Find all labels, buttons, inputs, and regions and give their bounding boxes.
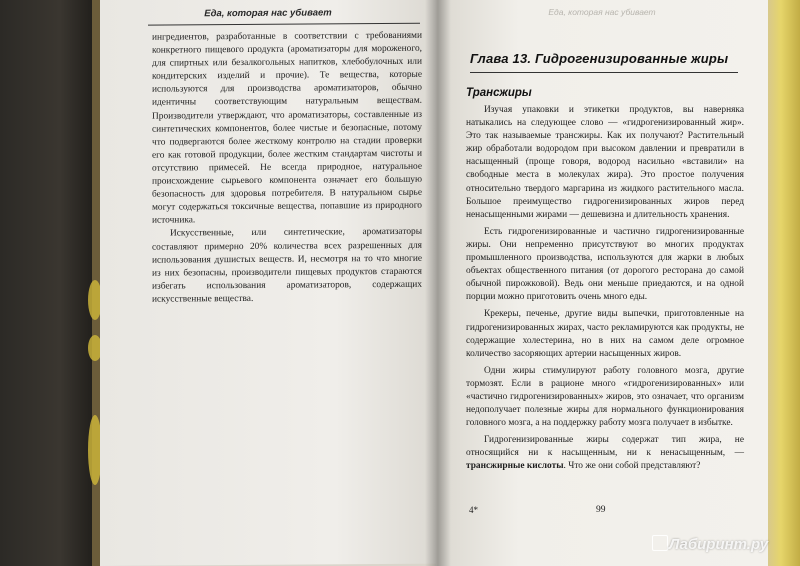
chapter-title: Глава 13. Гидрогенизированные жиры <box>470 51 729 66</box>
running-header: Еда, которая нас убивает <box>204 7 332 20</box>
paragraph: ингредиентов, разработанные в соответствии с требованиями конкретного пищевого продукта (ароматизаторы для мороженого, для спиртных или безалкогольных напитков, хлебобулочных или кондитерских изделий и прочие). Те вещества, которые используются для производства ароматизаторов, обычно идентичны соответствующим натуральным веществам. Производители утверждают, что ароматизаторы, составленные из синтетических компонентов, более чистые и безопасные, потому что подвергаются более жесткому контролю на стадии проверки его как готовой продукции, более жестким стандартам чистоты и отсутствию примесей. Не всегда природное, натуральное происхождение сырьевого компонента означает его большую безопасность для здоровья потребителя. В натуральном сырье могут содержаться токсичные вещества, попавшие из природного источника. <box>152 30 422 226</box>
right-page <box>436 0 768 566</box>
chapter-rule <box>470 72 738 73</box>
watermark-logo-icon <box>652 535 668 551</box>
watermark <box>652 535 768 553</box>
watermark-text: Лабиринт.ру <box>669 536 769 553</box>
paragraph: Изучая упаковки и этикетки продуктов, вы наверняка натыкались на следующее слово — «гидрогенизированный жир». Это так называемые трансжиры. Как их получают? Растительный жир обработали водородом при высоком давлении и превратили в насыщенный (проще говоря, водород насильно «вставили» на свободные места в молекулах жира). Это простое получения относительно твердого маргарина из жидкого растительного масла. Большое преимущество гидрогенизированных жиров перед ненасыщенными жирами — дешевизна и длительность хранения. <box>466 105 744 220</box>
header-rule <box>148 23 420 26</box>
paragraph <box>466 434 744 473</box>
left-page-body <box>152 30 422 307</box>
paragraph: Крекеры, печенье, другие виды выпечки, приготовленные на гидрогенизированных жирах, часто рекламируются как продукты, не содержащие холестерина, но в них на самом деле огромное количество засоряющих артерии насыщенных жиров. <box>466 309 744 359</box>
paragraph: Искусственные, или синтетические, ароматизаторы составляют примерно 20% количества всех разрешенных для использования душистых веществ. И, несмотря на то что многие из них безопасны, производители пищевых продуктов стараются избегать использования ароматизаторов, содержащих искусственные вещества. <box>152 227 422 305</box>
bold-term: трансжирные кислоты <box>466 461 564 472</box>
book-spine <box>425 0 451 566</box>
signature-mark: 4* <box>469 505 478 515</box>
book-cover-left <box>0 0 100 566</box>
right-page-body <box>466 104 744 478</box>
left-page <box>100 0 436 566</box>
paragraph-text: Гидрогенизированные жиры содержат тип жира, не относящийся ни к насыщенным, ни к ненасыщенным, — <box>466 435 744 459</box>
book-cover-right <box>768 0 800 566</box>
paragraph: Одни жиры стимулируют работу головного мозга, другие тормозят. Если в рационе много «гидрогенизированных» или «частично гидрогенизированных» жиров, это означает, что организм недополучает полезные жиры для нормального функционирования головного мозга, а на поддержку работу мозга получает в избытке. <box>466 365 744 429</box>
section-title: Трансжиры <box>466 87 532 99</box>
paragraph-text: . Что же они собой представляют? <box>563 461 701 472</box>
running-header-faint: Еда, которая нас убивает <box>548 7 656 17</box>
page-number: 99 <box>596 505 606 515</box>
paragraph: Есть гидрогенизированные и частично гидрогенизированные жиры. Они непременно присутствуют во многих продуктах промышленного производства, используются для жарки в любых объектах общественного питания (от дорогого ресторана до самой обычной пирожковой). Ведь они меньше приедаются, и на одной порции можно приготовить очень много еды. <box>466 226 744 303</box>
